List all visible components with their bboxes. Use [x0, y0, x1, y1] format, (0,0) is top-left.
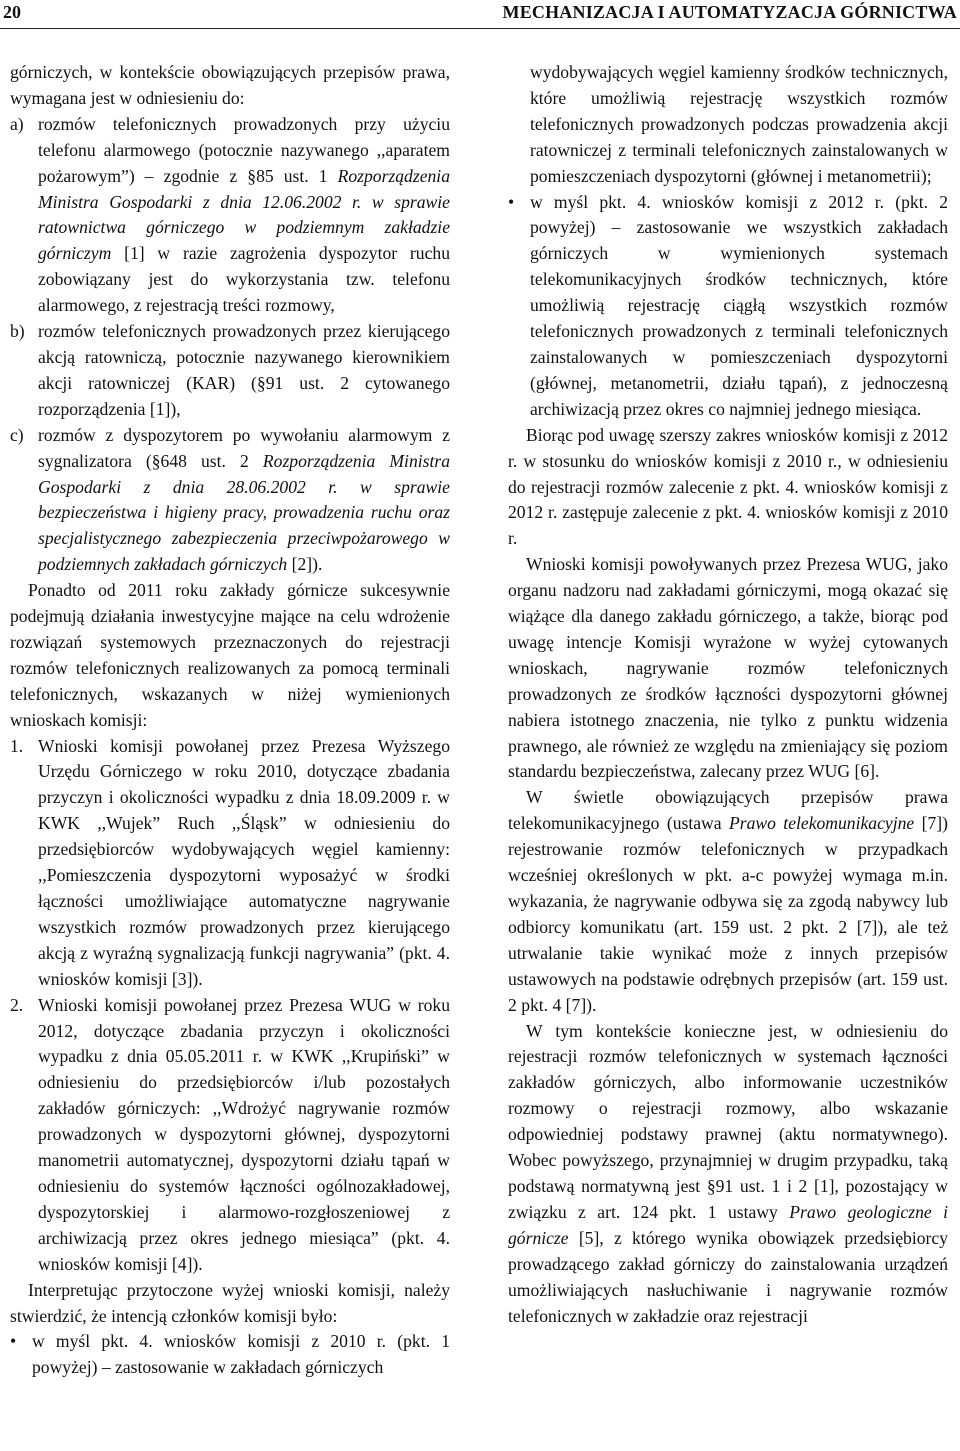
- list-item-b: [10, 319, 450, 423]
- item-text-tail: [2]).: [291, 554, 323, 575]
- left-column: [10, 60, 450, 1381]
- item-text: Wnioski komisji powołanej przez Prezesa Wyższego Urzędu Górniczego w roku 2010, dotyczące zbadania przyczyn i okoliczności wypadku z dnia 18.09.2009 r. w KWK ,,Wujek” Ruch ,,Śląsk” w odniesieniu do przedsiębiorców wydobywających węgiel kamienny: ,,Pomieszczenia dyspozytorni wyposażyć w środki łączności umożliwiające automatyczne nagrywanie wszystkich rozmów prowadzonych przez kierującego akcją z wyraźną sygnalizacją funkcji nagrywania” (pkt. 4. wniosków komisji [3]).: [38, 735, 450, 989]
- item-text: Wnioski komisji powołanej przez Prezesa WUG w roku 2012, dotyczące zbadania przyczyn i okoliczności wypadku z dnia 05.05.2011 r. w KWK ,,Krupiński” w odniesieniu do przedsiębiorców i/lub pozostałych zakładów górniczych: ,,Wdrożyć nagrywanie rozmów prowadzonych w dyspozytorni głównej, dyspozytorni manometrii automatycznej, dyspozytorni działu tąpań w odniesieniu do systemów łączności ogólnozakładowej, dyspozytorskiej i alarmowo-rozgłoszeniowej z archiwizacją przez okres jednego miesiąca” (pkt. 4. wniosków komisji [4]).: [38, 994, 450, 1274]
- paragraph: [508, 785, 948, 1018]
- paragraph: Interpretując przytoczone wyżej wnioski komisji, należy stwierdzić, że intencją członków komisji było:: [10, 1279, 450, 1326]
- text-run: W świetle obowiązujących przepisów prawa telekomunikacyjnego (ustawa: [508, 787, 948, 834]
- right-column: [508, 60, 948, 1329]
- item-text: w myśl pkt. 4. wniosków komisji z 2010 r. (pkt. 1 powyżej) – zastosowanie w zakładach górniczych: [32, 1331, 450, 1378]
- paragraph: górniczych, w kontekście obowiązujących przepisów prawa, wymagana jest w odniesieniu do:: [10, 62, 450, 108]
- bullet-continuation: wydobywających węgiel kamienny środków technicznych, które umożliwią rejestrację wszystkich rozmów telefonicznych prowadzonych podczas prowadzenia akcji ratowniczej z terminali telefonicznych zainstalowanych w pomieszczeniach dyspozytorni (głównej i metanometrii);: [530, 62, 948, 186]
- paragraph: Wnioski komisji powoływanych przez Prezesa WUG, jako organu nadzoru nad zakładami górniczymi, mogą okazać się wiążące dla danego zakładu górniczego, a także, biorąc pod uwagę intencje Komisji wyrażone w wyżej cytowanych wnioskach, nagrywanie rozmów telefonicznych prowadzonych ze środków łączności dyspozytorni głównej nabiera istotnego znaczenia, nie tylko z punktu widzenia prawnego, ale również ze względu na zmieniający się poziom standardu bezpieczeństwa, zalecany przez WUG [6].: [508, 554, 948, 782]
- page-header: [0, 0, 960, 30]
- paragraph: [508, 1019, 948, 1330]
- item-marker: 2.: [10, 994, 24, 1015]
- paragraph: Ponadto od 2011 roku zakłady górnicze sukcesywnie podejmują działania inwestycyjne mające na celu wdrożenie rozwiązań systemowych przeznaczonych do rejestracji rozmów telefonicznych realizowanych za pomocą terminali telefonicznych, wskazanych w niżej wymienionych wnioskach komisji:: [10, 580, 450, 730]
- item-text: rozmów telefonicznych prowadzonych przy użyciu telefonu alarmowego (potocznie nazywanego ,,aparatem pożarowym”) – zgodnie z §85 ust. 1: [38, 113, 450, 186]
- page-number: 20: [3, 2, 21, 22]
- item-text: w myśl pkt. 4. wniosków komisji z 2012 r. (pkt. 2 powyżej) – zastosowanie we wszystkich zakładach górniczych w wymienionych systemach telekomunikacyjnych środków technicznych, które umożliwią rejestrację ciągłą wszystkich rozmów telefonicznych prowadzonych z terminali telefonicznych zainstalowanych w pomieszczeniach dyspozytorni (głównej, metanometrii, działu tąpań), z jednoczesną archiwizacją przez okres co najmniej jednego miesiąca.: [530, 191, 948, 419]
- item-marker: 1.: [10, 735, 24, 756]
- bullet-item-2: [508, 190, 948, 423]
- bullet-icon: •: [508, 191, 515, 212]
- regulation-title: Rozporządzenia Ministra Gospodarki z dnia 12.06.2002 r. w sprawie ratownictwa górniczego w podziemnym zakładzie górniczym: [38, 165, 450, 264]
- regulation-title: Rozporządzenia Ministra Gospodarki z dnia 28.06.2002 r. w sprawie bezpieczeństwa i higieny pracy, prowadzenia ruchu oraz specjalistycznego zabezpieczenia przeciwpożarowego w podziemnych zakładach górniczych: [38, 450, 451, 575]
- item-marker: a): [10, 113, 24, 134]
- paragraph: Biorąc pod uwagę szerszy zakres wniosków komisji z 2012 r. w stosunku do wniosków komisji z 2010 r., w odniesieniu do rejestracji rozmów zalecenie z pkt. 4. wniosków komisji z 2012 r. zastępuje zalecenie z pkt. 4. wniosków komisji z 2010 r.: [508, 424, 948, 549]
- item-marker: c): [10, 424, 24, 445]
- numbered-item-2: [10, 993, 450, 1278]
- journal-title: MECHANIZACJA I AUTOMATYZACJA GÓRNICTWA: [502, 2, 957, 22]
- numbered-item-1: [10, 734, 450, 993]
- bullet-item-1: [10, 1329, 450, 1381]
- item-text-tail: [1] w razie zagrożenia dyspozytor ruchu zobowiązany jest do wykorzystania tzw. telefonu alarmowego, z rejestracją treści rozmowy,: [38, 243, 450, 316]
- list-item-c: [10, 423, 450, 578]
- text-run: [5], z którego wynika obowiązek przedsiębiorcy prowadzącego zakład górniczy do zainstalowania urządzeń umożliwiających nasłuchiwanie i nagrywanie rozmów telefonicznych w zakładzie oraz rejestracji: [508, 1227, 948, 1326]
- text-run: [7]) rejestrowanie rozmów telefonicznych w przypadkach wcześniej określonych w pkt. a-c powyżej wymaga m.in. wykazania, że nagrywanie odbywa się za zgodą nabywcy lub odbiorcy komunikatu (art. 159 ust. 2 pkt. 2 [7]), ale też utrwalanie takie wynikać może z innych przepisów ustawowych na podstawie odrębnych przepisów (art. 159 ust. 2 pkt. 4 [7]).: [508, 813, 948, 1015]
- item-text: rozmów telefonicznych prowadzonych przez kierującego akcją ratowniczą, potocznie nazywanego kierownikiem akcji ratowniczej (KAR) (§91 ust. 2 cytowanego rozporządzenia [1]),: [38, 321, 450, 419]
- bullet-icon: •: [10, 1331, 17, 1352]
- law-title: Prawo telekomunikacyjne: [728, 813, 915, 834]
- list-item-a: [10, 112, 450, 319]
- text-run: W tym kontekście konieczne jest, w odniesieniu do rejestracji rozmów telefonicznych w systemach łączności zakładów górniczych, albo informowanie uczestników rozmowy o rejestracji rozmowy, albo wskazanie odpowiedniej podstawy prawnej (aktu normatywnego). Wobec powyższego, przynajmniej w drugim przypadku, taką podstawą normatywną jest §91 ust. 1 i 2 [1], pozostający w związku z art. 124 pkt. 1 ustawy: [508, 1020, 948, 1222]
- item-marker: b): [10, 321, 25, 342]
- item-text: rozmów z dyspozytorem po wywołaniu alarmowym z sygnalizatora (§648 ust. 2: [38, 424, 450, 471]
- law-title: Prawo geologiczne i górnicze: [508, 1201, 948, 1248]
- header-rule: [0, 28, 960, 29]
